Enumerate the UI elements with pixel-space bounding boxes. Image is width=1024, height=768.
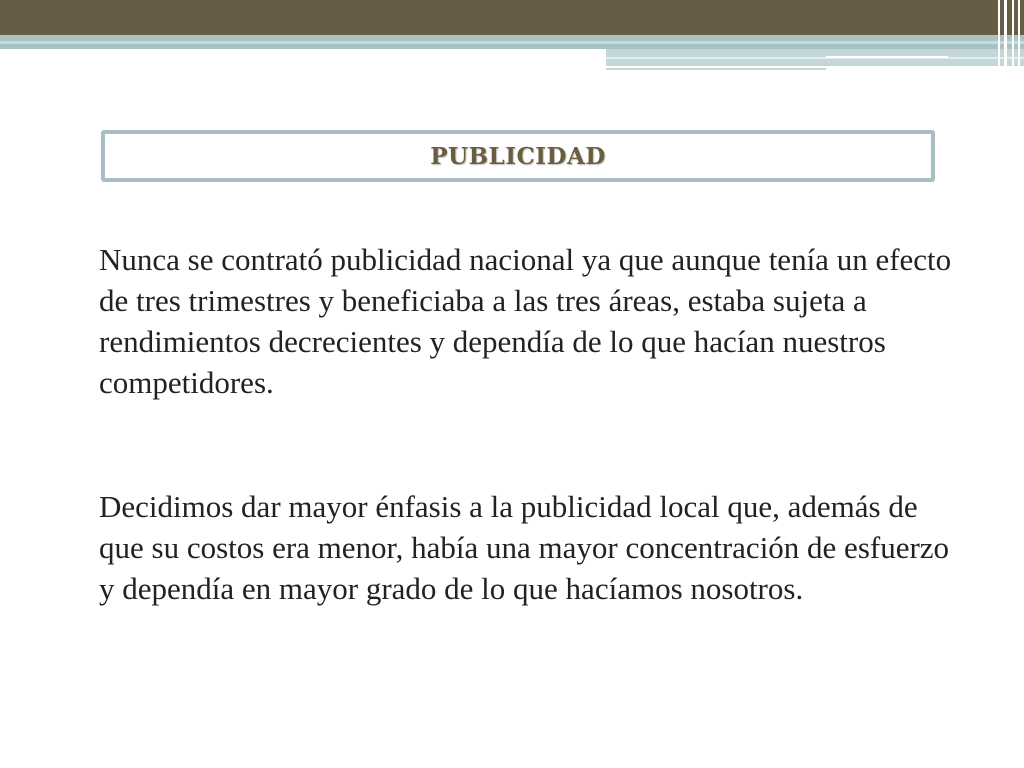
- header-band: [0, 0, 1024, 35]
- header-thin-highlight: [826, 56, 948, 58]
- title-box: [101, 130, 935, 182]
- header-accent-highlight: [0, 41, 1024, 44]
- header-lower-line: [606, 57, 1024, 59]
- paragraph-local-advertising: Decidimos dar mayor énfasis a la publicidad local que, además de que su costos era menor, había una mayor concentración de esfuerzo y dependía en mayor grado de lo que hacíamos nosotros.: [99, 489, 950, 606]
- header-thin-line: [606, 68, 826, 70]
- paragraph-national-advertising: Nunca se contrató publicidad nacional ya que aunque tenía un efecto de tres trimestres y beneficiaba a las tres áreas, estaba sujeta a rendimientos decrecientes y dependía de lo que hacían nuestros competidores.: [99, 242, 952, 400]
- header-stripes: [994, 0, 1024, 66]
- slide-title: PUBLICIDAD: [430, 142, 606, 170]
